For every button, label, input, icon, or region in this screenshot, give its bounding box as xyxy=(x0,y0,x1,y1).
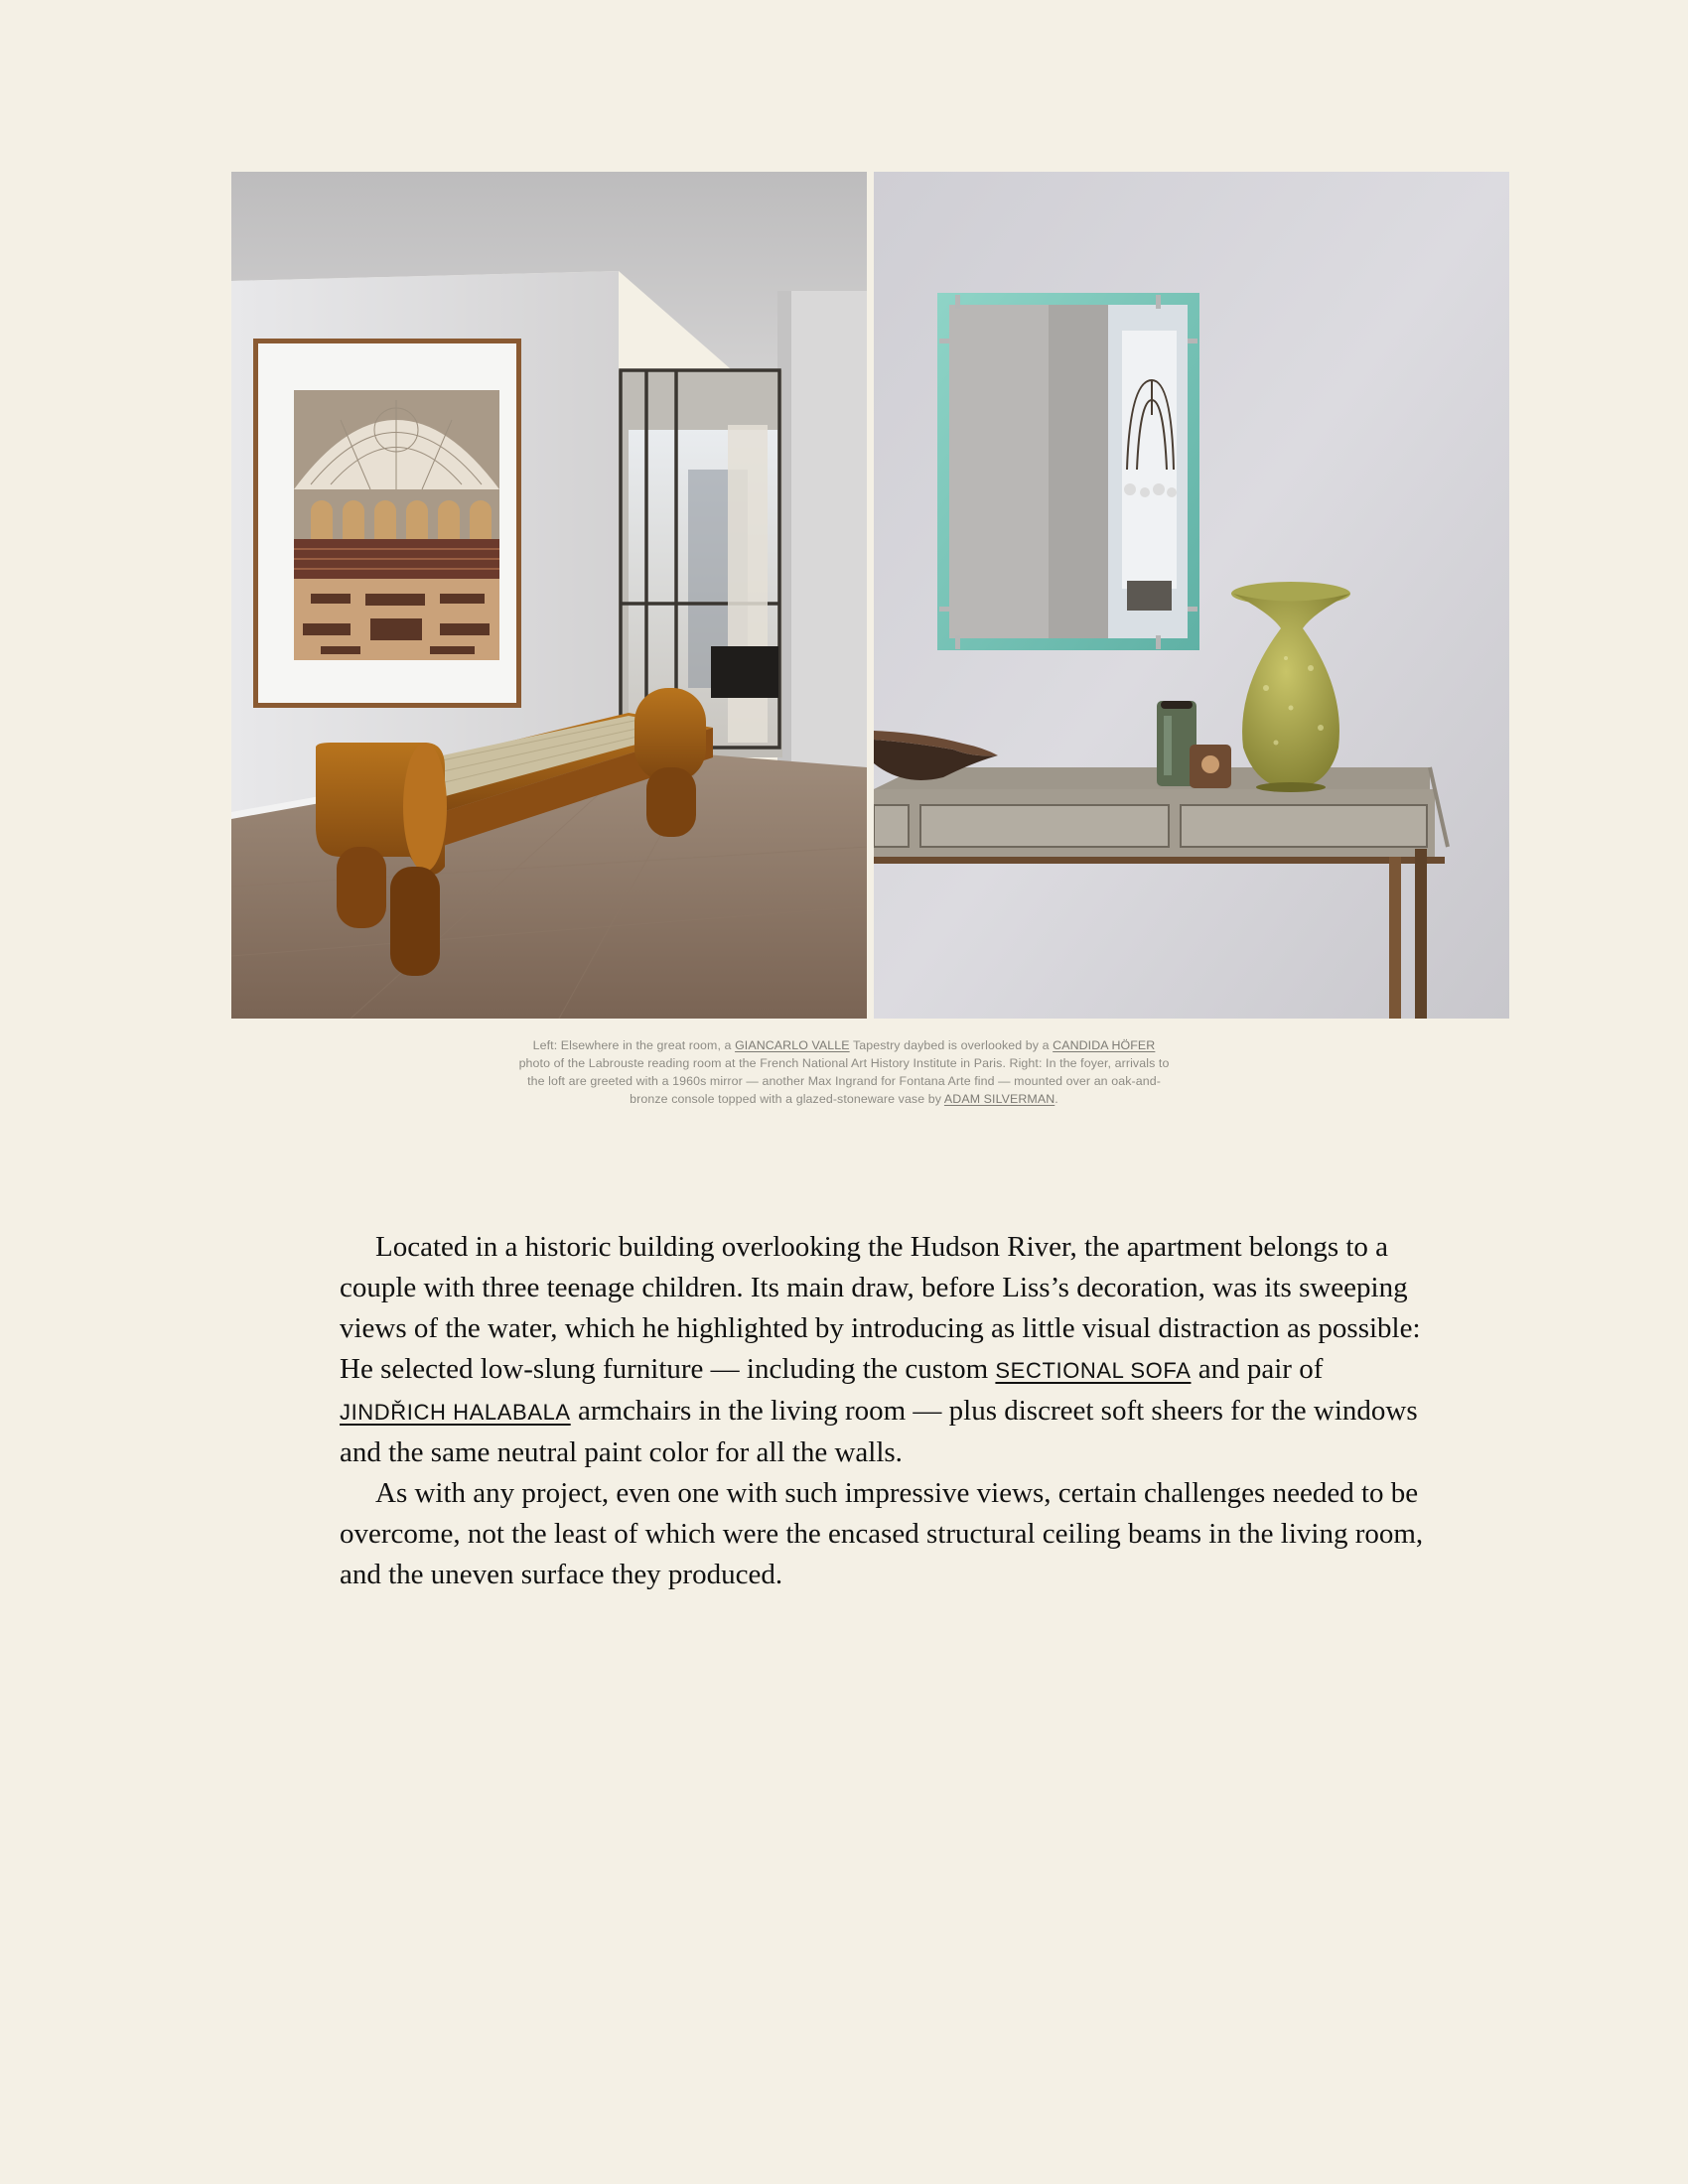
living-room-daybed-illustration xyxy=(231,172,867,1019)
foyer-mirror-console-photo xyxy=(874,172,1509,1019)
jindrich-halabala-link[interactable]: JINDŘICH HALABALA xyxy=(340,1400,571,1425)
paragraph-1-text-b: and pair of xyxy=(1191,1353,1324,1385)
article-paragraph-1 xyxy=(340,1227,1432,1473)
paragraph-1-text-a: Located in a historic building overlooking the Hudson River, the apartment belongs to a couple with three teenage children. Its main draw, before Liss’s decoration, was its sweeping views of the water, which he highlighted by introducing as little visual distraction as possible: He selected low-slung furniture — including the custom xyxy=(340,1231,1421,1385)
caption-text-3: photo of the Labrouste reading room at the French National Art History Institute in Paris. Right: In the foyer, arrivals to the loft are greeted with a 1960s mirror — another Max Ingrand for Fontana Arte find — mounted over an oak-and-bronze console topped with a glazed-stoneware vase by xyxy=(518,1056,1170,1106)
foyer-mirror-console-illustration xyxy=(874,172,1509,1019)
candida-hofer-link[interactable]: CANDIDA HÖFER xyxy=(1053,1038,1156,1052)
caption-text-4: . xyxy=(1055,1092,1058,1106)
paragraph-1-text-c: armchairs in the living room — plus discreet soft sheers for the windows and the same neutral paint color for all the walls. xyxy=(340,1395,1418,1468)
sectional-sofa-link[interactable]: SECTIONAL SOFA xyxy=(995,1358,1192,1383)
photo-caption xyxy=(516,1036,1172,1108)
living-room-daybed-photo xyxy=(231,172,867,1019)
article-paragraph-2: As with any project, even one with such impressive views, certain challenges needed to be overcome, not the least of which were the encased structural ceiling beams in the living room, and the uneven surface they produced. xyxy=(340,1477,1424,1590)
caption-text-1: Left: Elsewhere in the great room, a xyxy=(532,1038,736,1052)
adam-silverman-link[interactable]: ADAM SILVERMAN xyxy=(943,1092,1055,1106)
article-body xyxy=(340,1227,1432,1595)
caption-text-2: Tapestry daybed is overlooked by a xyxy=(849,1038,1054,1052)
giancarlo-valle-link[interactable]: GIANCARLO VALLE xyxy=(735,1038,850,1052)
